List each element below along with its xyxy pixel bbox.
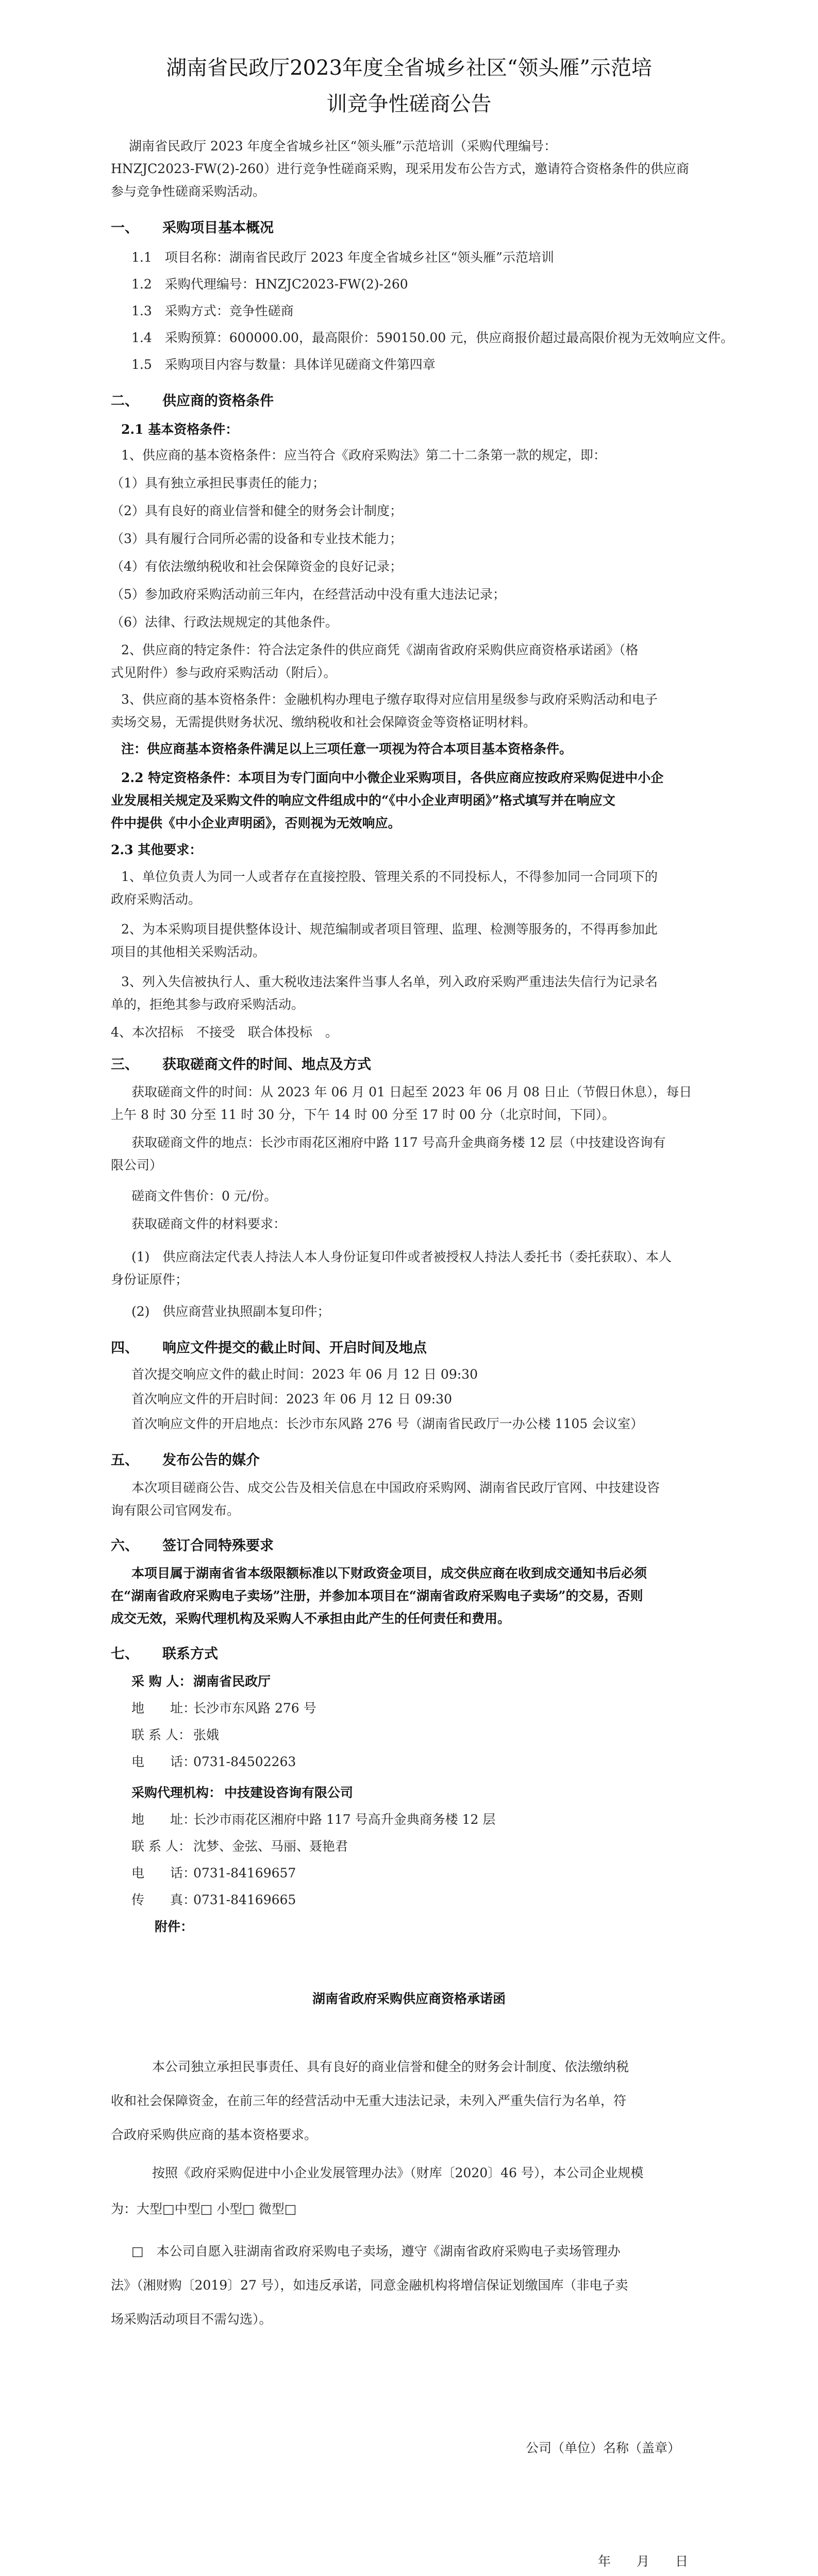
company-seal-line: 公司（单位）名称（盖章） [526, 2441, 681, 2455]
paragraph: 询有限公司官网发布。 [111, 1503, 240, 1518]
special-requirement: 业发展相关规定及采购文件的响应文件组成中的“《中小企业声明函》”格式填写并在响应文 [111, 793, 615, 808]
paragraph: 磋商文件售价：0 元/份。 [131, 1189, 277, 1204]
paragraph: 获取磋商文件的地点：长沙市雨花区湘府中路 117 号高升金典商务楼 12 层（中技建设咨询有 [131, 1135, 666, 1150]
field-label: 电 话： [131, 1754, 196, 1769]
paragraph: 获取磋商文件的材料要求： [131, 1216, 287, 1231]
paragraph: 3、供应商的基本资格条件：金融机构办理电子缴存取得对应信用星级参与政府采购活动和电子 [121, 692, 658, 707]
special-requirement: 2.2 特定资格条件：本项目为专门面向中小微企业采购项目，各供应商应按政府采购促进中小企 [121, 770, 664, 785]
letter-paragraph: 场采购活动项目不需勾选）。 [111, 2312, 272, 2327]
section-number: 一、 [111, 220, 139, 236]
letter-paragraph: 合政府采购供应商的基本资格要求。 [111, 2127, 318, 2142]
consortium-note: 4、本次招标 不接受 联合体投标 。 [111, 1025, 338, 1040]
section-heading: 发布公告的媒介 [162, 1452, 260, 1468]
other-requirement: 2、为本采购项目提供整体设计、规范编制或者项目管理、监理、检测等服务的，不得再参加此 [121, 922, 658, 937]
agency-fax: 0731-84169665 [193, 1892, 296, 1907]
project-item: 1.4 采购预算：600000.00，最高限价：590150.00 元，供应商报价超过最高限价视为无效响应文件。 [131, 330, 734, 345]
other-requirement: 3、列入失信被执行人、重大税收违法案件当事人名单，列入政府采购严重违法失信行为记录名 [121, 974, 658, 989]
project-item: 1.5 采购项目内容与数量：具体详见磋商文件第四章 [131, 357, 436, 372]
special-requirement: 件中提供《中小企业声明函》，否则视为无效响应。 [111, 816, 401, 831]
letter-paragraph: 本公司独立承担民事责任、具有良好的商业信誉和健全的财务会计制度、依法缴纳税 [152, 2059, 629, 2074]
section-number: 四、 [111, 1340, 139, 1356]
field-label: 联 系 人： [131, 1727, 191, 1742]
field-label: 电 话： [131, 1866, 196, 1880]
paragraph: 首次响应文件的开启时间：2023 年 06 月 12 日 09:30 [131, 1392, 452, 1406]
project-item: 1.2 采购代理编号：HNZJC2023-FW(2)-260 [131, 277, 408, 292]
buyer-address: 长沙市东风路 276 号 [193, 1701, 316, 1716]
requirement-item: （5）参加政府采购活动前三年内，在经营活动中没有重大违法记录； [111, 587, 506, 602]
section-heading: 响应文件提交的截止时间、开启时间及地点 [162, 1340, 427, 1356]
letter-paragraph: 法》（湘财购〔2019〕27 号），如违反承诺，同意金融机构将增信保证划缴国库（非电子卖 [111, 2278, 628, 2293]
intro-line: 参与竞争性磋商采购活动。 [111, 184, 266, 199]
section-number: 三、 [111, 1057, 139, 1073]
paragraph: 2、供应商的特定条件：符合法定条件的供应商凭《湖南省政府采购供应商资格承诺函》（格 [121, 642, 639, 657]
material-item: 身份证原件； [111, 1272, 189, 1287]
paragraph: 在“湖南省政府采购电子卖场”注册，并参加本项目在“湖南省政府采购电子卖场”的交易，否则 [111, 1588, 643, 1603]
paragraph: 首次提交响应文件的截止时间：2023 年 06 月 12 日 09:30 [131, 1367, 478, 1382]
other-requirement: 项目的其他相关采购活动。 [111, 944, 266, 959]
field-label: 地 址： [131, 1812, 196, 1827]
paragraph: 式见附件）参与政府采购活动（附后）。 [111, 665, 337, 680]
requirement-item: （3）具有履行合同所必需的设备和专业技术能力； [111, 531, 403, 546]
doc-title-line2: 训竞争性磋商公告 [326, 92, 492, 116]
other-requirement: 1、单位负责人为同一人或者存在直接控股、管理关系的不同投标人，不得参加同一合同项下的 [121, 869, 658, 884]
field-label: 联 系 人： [131, 1839, 191, 1854]
agency-address: 长沙市雨花区湘府中路 117 号高升金典商务楼 12 层 [193, 1812, 496, 1827]
material-item: (1) 供应商法定代表人持法人本人身份证复印件或者被授权人持法人委托书（委托获取）、本人 [131, 1249, 672, 1264]
field-label: 传 真： [131, 1892, 196, 1907]
section-number: 六、 [111, 1538, 139, 1554]
intro-line: 湖南省民政厅 2023 年度全省城乡社区“领头雁”示范培训（采购代理编号： [129, 139, 557, 154]
requirement-item: （6）法律、行政法规规定的其他条件。 [111, 615, 338, 630]
other-requirement: 政府采购活动。 [111, 892, 202, 907]
subsection-heading: 2.1 基本资格条件： [121, 422, 239, 437]
signature-date: 年 月 日 [598, 2554, 689, 2569]
doc-title-line1: 湖南省民政厅2023年度全省城乡社区“领头雁”示范培 [166, 56, 652, 80]
section-heading: 签订合同特殊要求 [162, 1538, 274, 1554]
section-number: 五、 [111, 1452, 139, 1468]
enterprise-size-checkboxes[interactable]: 为：大型□中型□ 小型□ 微型□ [111, 2201, 297, 2216]
section-heading: 采购项目基本概况 [162, 220, 274, 236]
section-heading: 获取磋商文件的时间、地点及方式 [162, 1057, 371, 1073]
paragraph: 本次项目磋商公告、成交公告及相关信息在中国政府采购网、湖南省民政厅官网、中技建设咨 [131, 1480, 660, 1495]
note: 注：供应商基本资格条件满足以上三项任意一项视为符合本项目基本资格条件。 [121, 741, 573, 756]
paragraph: 首次响应文件的开启地点：长沙市东风路 276 号（湖南省民政厅一办公楼 1105 会议室） [131, 1416, 644, 1431]
paragraph: 本项目属于湖南省省本级限额标准以下财政资金项目，成交供应商在收到成交通知书后必须 [131, 1566, 647, 1581]
field-label: 地 址： [131, 1701, 196, 1716]
intro-line: HNZJC2023-FW(2)-260）进行竞争性磋商采购，现采用发布公告方式，邀请符合资格条件的供应商 [111, 161, 689, 176]
section-heading: 联系方式 [162, 1646, 218, 1662]
requirement-item: （4）有依法缴纳税收和社会保障资金的良好记录； [111, 559, 403, 574]
paragraph: 限公司） [111, 1158, 163, 1173]
paragraph: 1、供应商的基本资格条件：应当符合《政府采购法》第二十二条第一款的规定，即： [121, 448, 606, 463]
project-item: 1.3 采购方式：竞争性磋商 [131, 303, 294, 318]
paragraph: 上午 8 时 30 分至 11 时 30 分，下午 14 时 00 分至 17 时 00 分（北京时间，下同）。 [111, 1107, 615, 1122]
section-number: 七、 [111, 1646, 139, 1662]
buyer-label: 采 购 人： [131, 1674, 192, 1689]
paragraph: 成交无效，采购代理机构及采购人不承担由此产生的任何责任和费用。 [111, 1611, 511, 1626]
project-item: 1.1 项目名称：湖南省民政厅 2023 年度全省城乡社区“领头雁”示范培训 [131, 250, 554, 265]
agency-contact: 沈梦、金弦、马丽、聂艳君 [193, 1839, 348, 1854]
requirement-item: （1）具有独立承担民事责任的能力； [111, 476, 325, 490]
attachment-label: 附件： [155, 1919, 194, 1934]
section-heading: 供应商的资格条件 [162, 393, 274, 409]
letter-paragraph: 收和社会保障资金，在前三年的经营活动中无重大违法记录，未列入严重失信行为名单，符 [111, 2093, 627, 2108]
buyer-name: 湖南省民政厅 [193, 1674, 271, 1689]
paragraph: 获取磋商文件的时间：从 2023 年 06 月 01 日起至 2023 年 06 月 08 日止（节假日休息），每日 [131, 1084, 692, 1099]
letter-paragraph[interactable]: □ 本公司自愿入驻湖南省政府采购电子卖场，遵守《湖南省政府采购电子卖场管理办 [131, 2244, 621, 2259]
buyer-phone: 0731-84502263 [193, 1754, 296, 1769]
other-requirement: 单的，拒绝其参与政府采购活动。 [111, 997, 305, 1012]
material-item: (2) 供应商营业执照副本复印件； [131, 1304, 330, 1319]
section-number: 二、 [111, 393, 139, 409]
buyer-contact: 张娥 [193, 1727, 220, 1742]
paragraph: 卖场交易，无需提供财务状况、缴纳税收和社会保障资金等资格证明材料。 [111, 715, 537, 730]
requirement-item: （2）具有良好的商业信誉和健全的财务会计制度； [111, 503, 403, 518]
agency-name: 中技建设咨询有限公司 [224, 1785, 354, 1800]
letter-paragraph: 按照《政府采购促进中小企业发展管理办法》（财库〔2020〕46 号），本公司企业规模 [152, 2165, 644, 2180]
letter-title: 湖南省政府采购供应商资格承诺函 [312, 1991, 506, 2006]
subsection-heading: 2.3 其他要求： [111, 842, 203, 857]
agency-label: 采购代理机构： [131, 1785, 222, 1800]
agency-phone: 0731-84169657 [193, 1866, 296, 1880]
